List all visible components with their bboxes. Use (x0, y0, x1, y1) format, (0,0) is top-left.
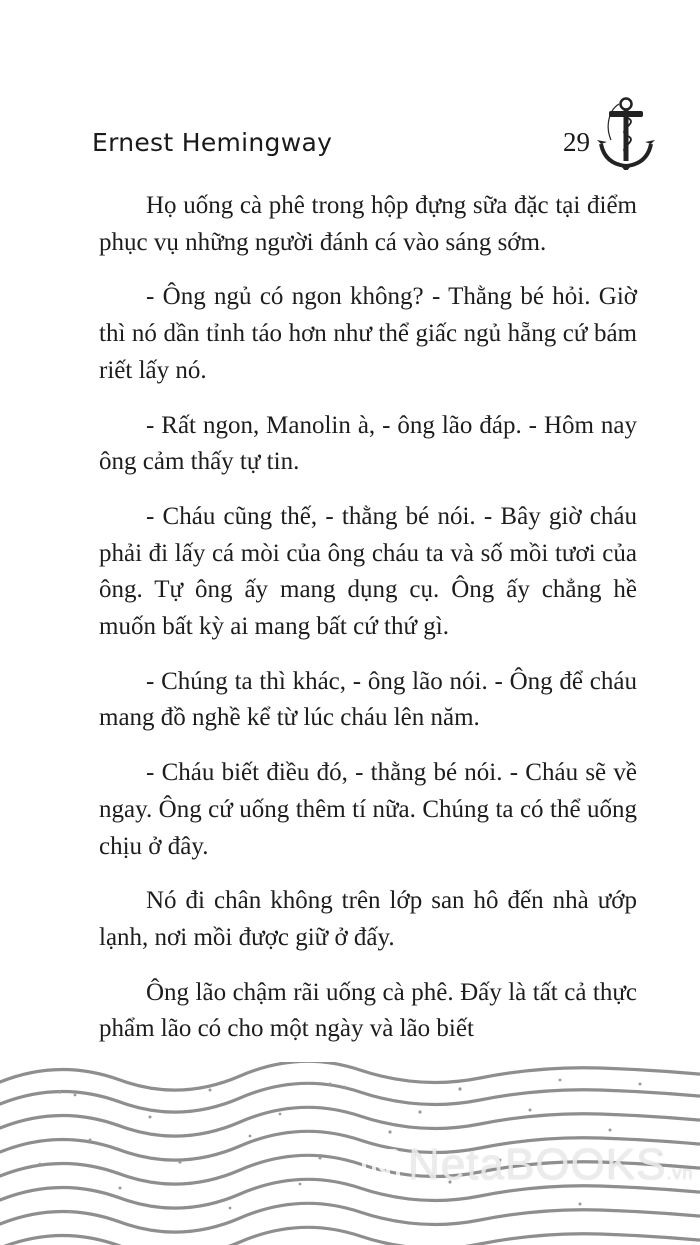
paragraph: Họ uống cà phê trong hộp đựng sữa đặc tại điểm phục vụ những người đánh cá vào sáng sớm. (99, 192, 637, 256)
paragraph: - Rất ngon, Manolin à, - ông lão đáp. - Hôm nay ông cảm thấy tự tin. (99, 411, 637, 476)
paragraph: - Cháu cũng thế, - thằng bé nói. - Bây giờ cháu phải đi lấy cá mòi của ông cháu ta và số mồi tươi của ông. Tự ông ấy mang dụng cụ. Ông ấy chẳng hề muốn bất kỳ ai mang bất cứ thứ gì. (99, 502, 637, 641)
watermark-suffix: .vn (666, 1163, 694, 1183)
watermark-text: NetaBOOKS (408, 1140, 667, 1189)
paragraph: Ông lão chậm rãi uống cà phê. Đấy là tất cả thực phẩm lão có cho một ngày và lão biết (99, 978, 637, 1043)
watermark (378, 1140, 693, 1190)
body-text (99, 188, 637, 1066)
page-header (0, 0, 700, 175)
page-number: 29 (563, 127, 590, 157)
paragraph: - Cháu biết điều đó, - thằng bé nói. - Cháu sẽ về ngay. Ông cứ uống thêm tí nữa. Chúng ta có thể uống chịu ở đây. (99, 759, 637, 860)
running-header-author: Ernest Hemingway (92, 128, 333, 157)
paragraph: - Chúng ta thì khác, - ông lão nói. - Ông để cháu mang đồ nghề kể từ lúc cháu lên năm. (99, 667, 637, 732)
anchor-icon (595, 96, 657, 170)
paragraph: - Ông ngủ có ngon không? - Thằng bé hỏi. Giờ thì nó dần tỉnh táo hơn như thể giấc ngủ hẵng cứ bám riết lấy nó. (99, 283, 637, 384)
paragraph: Nó đi chân không trên lớp san hô đến nhà ướp lạnh, nơi mồi được giữ ở đấy. (99, 887, 637, 951)
